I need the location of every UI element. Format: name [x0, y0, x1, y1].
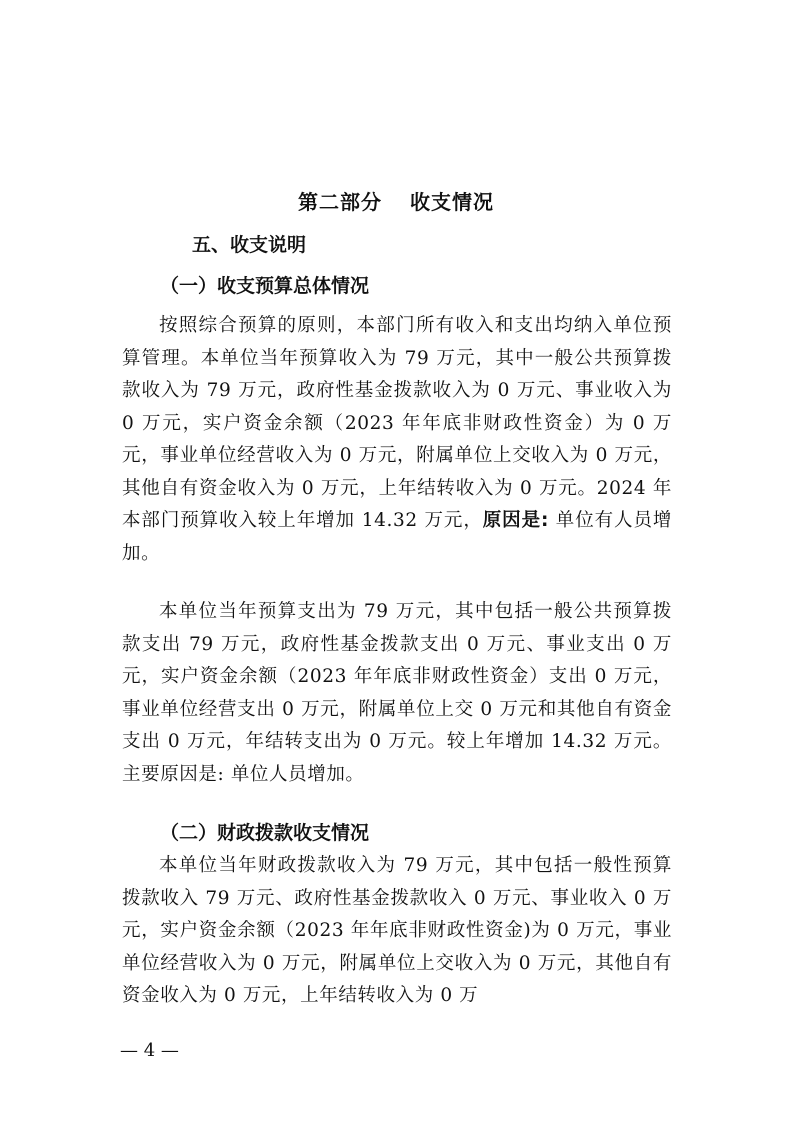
paragraph-budget-overview-income: [122, 310, 672, 570]
reason-label: 原因是:: [482, 510, 550, 531]
reason-text: 单位有人员增加。: [122, 510, 672, 564]
paragraph-text: 按照综合预算的原则，本部门所有收入和支出均纳入单位预算管理。本单位当年预算收入为 79 万元，其中一般公共预算拨款收入为 79 万元，政府性基金拨款收入为 0 万元、事业收入为 0 万元，实户资金余额（2023 年年底非财政性资金）为 0 万元，事业单位经营收入为 0 万元，附属单位上交收入为 0 万元，其他自有资金收入为 0 万元，上年结转收入为 0 万元。2024 年本部门预算收入较上年增加 14.32 万元，: [122, 315, 672, 531]
part-name: 收支情况: [410, 190, 494, 214]
subsection-heading-2: （二）财政拨款收支情况: [160, 822, 370, 844]
page-number: — 4 —: [120, 1040, 179, 1061]
subsection-heading-1: （一）收支预算总体情况: [160, 275, 370, 297]
paragraph-fiscal-allocation: 本单位当年财政拨款收入为 79 万元，其中包括一般性预算拨款收入 79 万元、政府性基金拨款收入 0 万元、事业收入 0 万元，实户资金余额（2023 年年底非财政性资金)为 0 万元，事业单位经营收入为 0 万元，附属单位上交收入为 0 万元，其他自有资金收入为 0 万元，上年结转收入为 0 万: [122, 855, 672, 1006]
paragraph-budget-overview-expenditure: 本单位当年预算支出为 79 万元，其中包括一般公共预算拨款支出 79 万元，政府性基金拨款支出 0 万元、事业支出 0 万元，实户资金余额（2023 年年底非财政性资金）支出 0 万元，事业单位经营支出 0 万元，附属单位上交 0 万元和其他自有资金支出 0 万元，年结转支出为 0 万元。较上年增加 14.32 万元。主要原因是: 单位人员增加。: [122, 601, 672, 785]
part-title: [0, 186, 792, 215]
part-label: 第二部分: [298, 190, 382, 214]
section-heading: 五、收支说明: [192, 234, 307, 256]
